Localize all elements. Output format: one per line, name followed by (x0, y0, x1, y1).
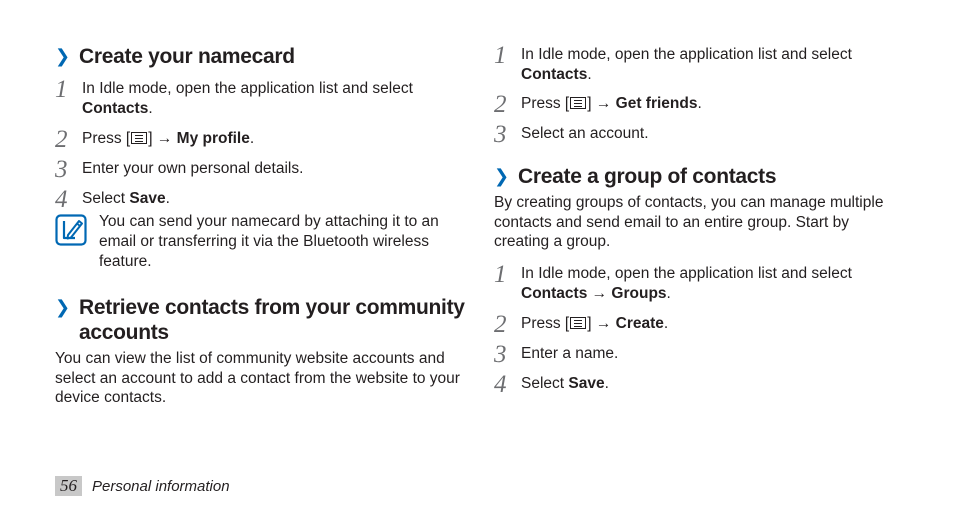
heading-text: Retrieve contacts from your community accounts (79, 296, 465, 344)
page-footer (55, 476, 230, 496)
note-text: You can send your namecard by attaching it to an email or transferring it via the Bluetooth wireless feature. (99, 213, 439, 270)
step-number: 4 (494, 371, 507, 398)
step-4 (55, 186, 170, 213)
step-text: Press [ ] → My profile. (82, 130, 255, 147)
menu-key-icon (131, 132, 147, 144)
step-number: 3 (55, 156, 68, 183)
section-heading-create-namecard (55, 44, 295, 69)
step-number: 3 (494, 341, 507, 368)
step-number: 1 (55, 76, 68, 103)
section-paragraph: By creating groups of contacts, you can manage multiple contacts and send email to an entire group. Start by creating a group. (494, 194, 884, 250)
note-box (55, 212, 444, 272)
step-text: Press [ ] → Get friends. (521, 95, 702, 112)
step-text: Enter a name. (521, 345, 619, 362)
step-3 (494, 121, 649, 148)
step-1 (494, 261, 852, 304)
step-4 (494, 371, 609, 398)
step-number: 4 (55, 186, 68, 213)
note-pencil-icon (55, 214, 87, 246)
step-3 (55, 156, 304, 183)
step-text: In Idle mode, open the application list and select Contacts. (521, 46, 852, 83)
menu-key-icon (570, 97, 586, 109)
step-2 (494, 311, 669, 338)
step-number: 1 (494, 261, 507, 288)
step-number: 2 (494, 311, 507, 338)
page-number: 56 (55, 476, 82, 496)
step-number: 3 (494, 121, 507, 148)
step-number: 2 (494, 91, 507, 118)
step-text: In Idle mode, open the application list and select Contacts. (82, 80, 413, 117)
chevron-right-icon: ❯ (55, 297, 70, 317)
step-2 (55, 126, 255, 153)
step-text: Press [ ] → Create. (521, 315, 669, 332)
step-text: In Idle mode, open the application list and select Contacts → Groups. (521, 265, 852, 302)
step-text: Enter your own personal details. (82, 160, 304, 177)
section-label: Personal information (92, 477, 230, 495)
step-1 (55, 76, 413, 119)
menu-key-icon (570, 317, 586, 329)
step-2 (494, 91, 702, 118)
step-number: 1 (494, 42, 507, 69)
step-text: Select an account. (521, 125, 649, 142)
heading-text: Create your namecard (79, 45, 295, 68)
chevron-right-icon: ❯ (55, 46, 70, 66)
step-3 (494, 341, 619, 368)
section-paragraph: You can view the list of community website accounts and select an account to add a contact from the website to your device contacts. (55, 350, 460, 406)
step-1 (494, 42, 852, 85)
heading-text: Create a group of contacts (518, 165, 777, 188)
section-heading-create-group (494, 164, 776, 189)
step-text: Select Save. (82, 190, 170, 207)
section-heading-retrieve-contacts (55, 295, 465, 345)
step-text: Select Save. (521, 375, 609, 392)
chevron-right-icon: ❯ (494, 166, 509, 186)
step-number: 2 (55, 126, 68, 153)
